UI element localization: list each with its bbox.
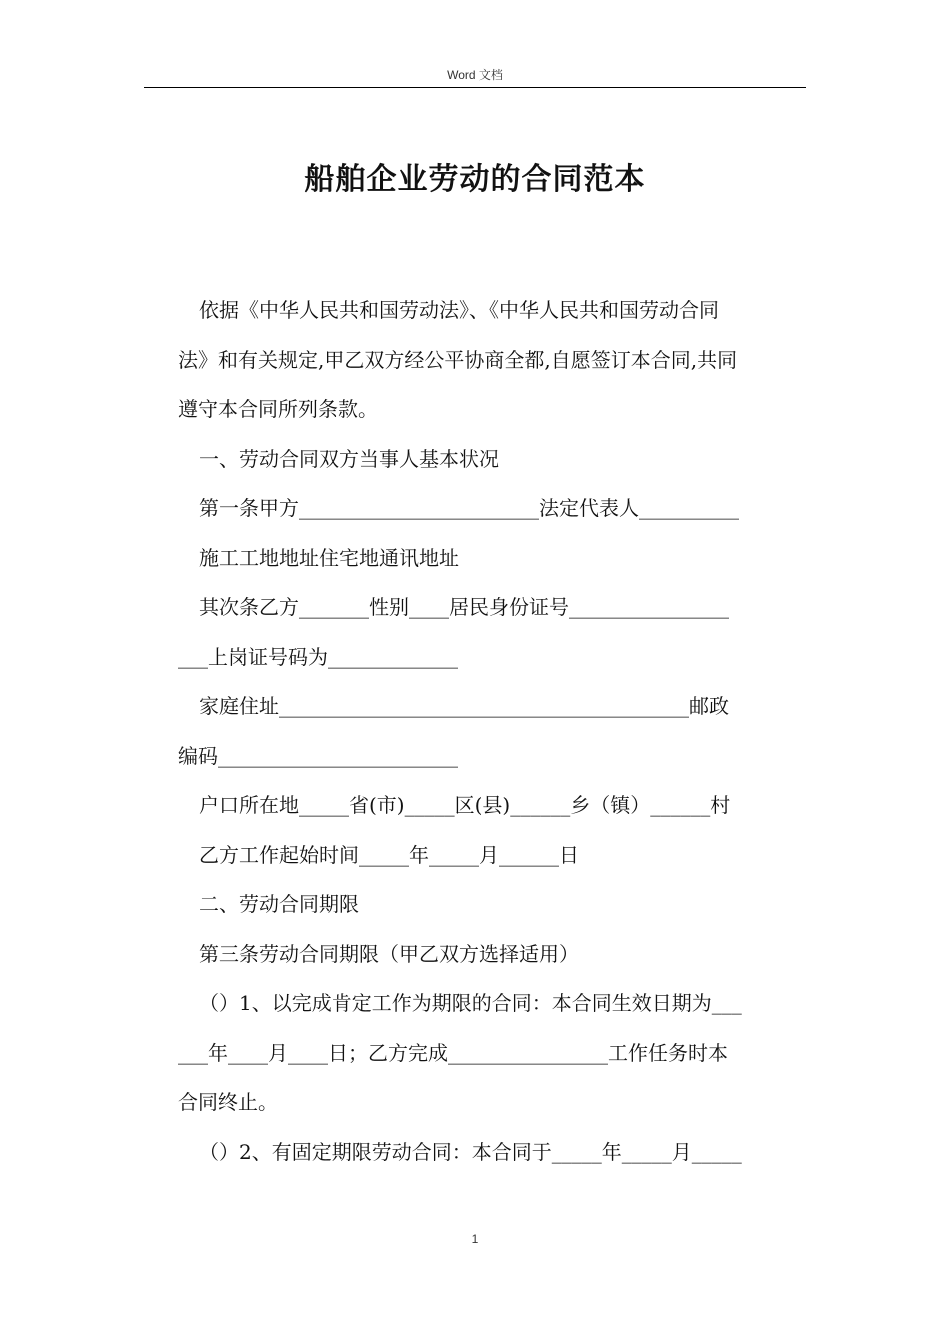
body-line: ___上岗证号码为_____________	[178, 644, 458, 669]
page-number: 1	[471, 1232, 479, 1246]
body-line: 施工工地地址住宅地通讯地址	[199, 545, 459, 570]
body-line: 第一条甲方________________________法定代表人__________	[199, 496, 739, 520]
document-body	[178, 286, 802, 1177]
body-line: 合同终止。	[178, 1090, 278, 1114]
body-line: 依据《中华人民共和国劳动法》、《中华人民共和国劳动合同	[199, 298, 719, 322]
section-heading: 一、劳动合同双方当事人基本状况	[199, 446, 499, 471]
body-line: 乙方工作起始时间_____年_____月______日	[199, 842, 579, 867]
document-title: 船舶企业劳动的合同范本	[304, 162, 646, 197]
body-line: 户口所在地_____省(市)_____区(县)______乡（镇）______村	[199, 793, 731, 817]
body-line: 法》和有关规定,甲乙双方经公平协商全都,自愿签订本合同,共同	[178, 347, 738, 372]
body-line: ___年____月____日；乙方完成________________工作任务时本	[178, 1040, 728, 1065]
section-heading: 二、劳动合同期限	[199, 892, 359, 916]
body-line: （）1、以完成肯定工作为期限的合同：本合同生效日期为___	[199, 991, 742, 1015]
body-line: 遵守本合同所列条款。	[178, 397, 378, 421]
body-line: 第三条劳动合同期限（甲乙双方选择适用）	[199, 941, 579, 966]
body-line: 家庭住址_________________________________________邮政	[199, 694, 729, 718]
body-line: 其次条乙方_______性别____居民身份证号________________	[199, 595, 729, 619]
header-divider	[144, 87, 806, 88]
body-line: （）2、有固定期限劳动合同：本合同于_____年_____月_____	[199, 1139, 742, 1164]
page-header: Word 文档	[447, 68, 503, 82]
body-line: 编码________________________	[178, 743, 458, 768]
